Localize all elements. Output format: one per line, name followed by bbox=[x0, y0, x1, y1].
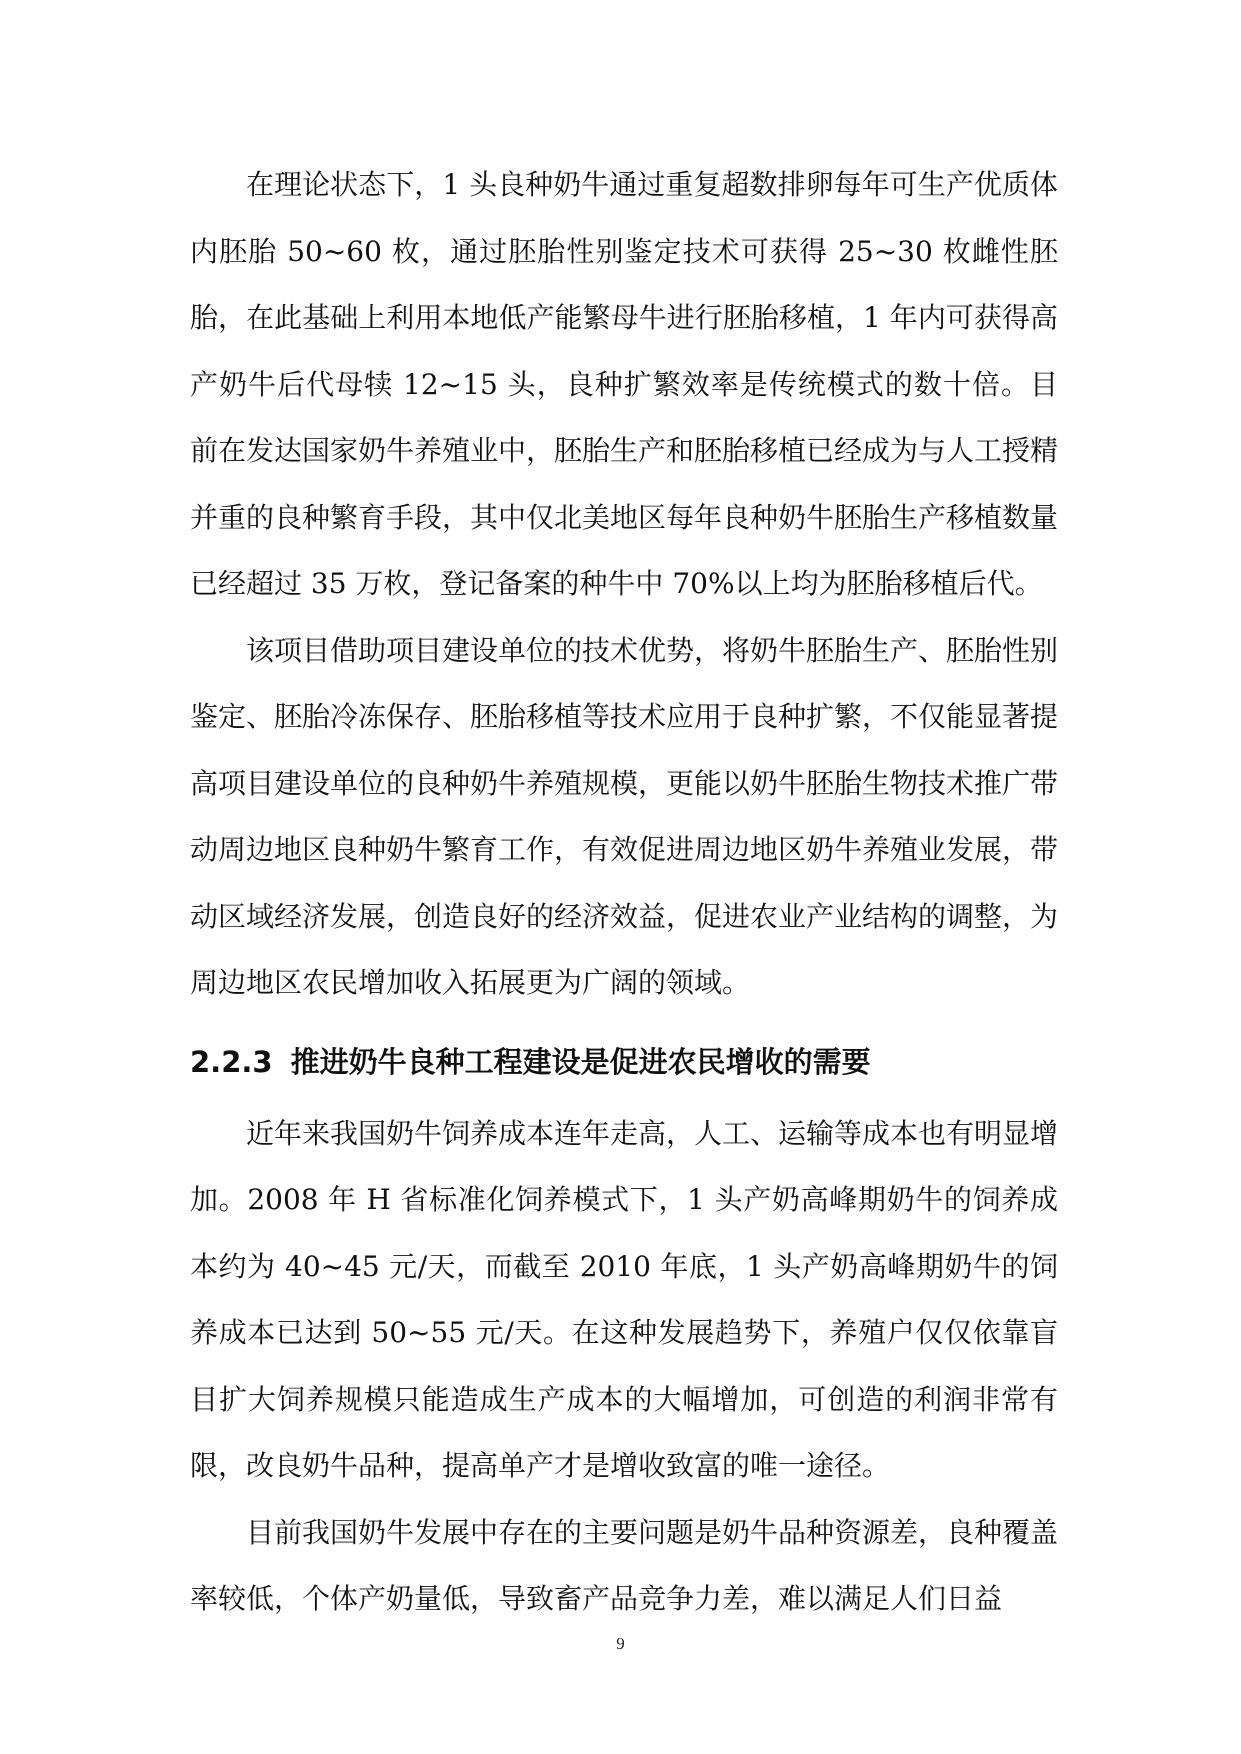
section-title: 推进奶牛良种工程建设是促进农民增收的需要 bbox=[290, 1044, 871, 1079]
section-heading bbox=[190, 1029, 1058, 1095]
paragraph-main-problems: 目前我国奶牛发展中存在的主要问题是奶牛品种资源差，良种覆盖率较低，个体产奶量低，导致畜产品竞争力差，难以满足人们日益 bbox=[190, 1515, 1059, 1615]
paragraph-project-advantage: 该项目借助项目建设单位的技术优势，将奶牛胚胎生产、胚胎性别鉴定、胚胎冷冻保存、胚胎移植等技术应用于良种扩繁，不仅能显著提高项目建设单位的良种奶牛养殖规模，更能以奶牛胚胎生物技术推广带动周边地区良种奶牛繁育工作，有效促进周边地区奶牛养殖业发展，带动区域经济发展，创造良好的经济效益，促进农业产业结构的调整，为周边地区农民增加收入拓展更为广阔的领域。 bbox=[190, 633, 1059, 999]
page-number: 9 bbox=[616, 1634, 625, 1653]
paragraph-embryo-efficiency: 在理论状态下，1 头良种奶牛通过重复超数排卵每年可生产优质体内胚胎 50~60 枚，通过胚胎性别鉴定技术可获得 25~30 枚雌性胚胎，在此基础上利用本地低产能繁母牛进行胚胎移植，1 年内可获得高产奶牛后代母犊 12~15 头，良种扩繁效率是传统模式的数十倍。目前在发达国家奶牛养殖业中，胚胎生产和胚胎移植已经成为与人工授精并重的良种繁育手段，其中仅北美地区每年良种奶牛胚胎生产移植数量已经超过 35 万枚，登记备案的种牛中 70%以上均为胚胎移植后代。 bbox=[190, 168, 1059, 600]
page-body bbox=[190, 152, 1058, 1633]
section-number: 2.2.3 bbox=[190, 1044, 273, 1079]
paragraph-feeding-cost: 近年来我国奶牛饲养成本连年走高，人工、运输等成本也有明显增加。2008 年 H 省标准化饲养模式下，1 头产奶高峰期奶牛的饲养成本约为 40~45 元/天，而截至 2010 年底，1 头产奶高峰期奶牛的饲养成本已达到 50~55 元/天。在这种发展趋势下，养殖户仅仅依靠盲目扩大饲养规模只能造成生产成本的大幅增加，可创造的利润非常有限，改良奶牛品种，提高单产才是增收致富的唯一途径。 bbox=[190, 1116, 1059, 1482]
